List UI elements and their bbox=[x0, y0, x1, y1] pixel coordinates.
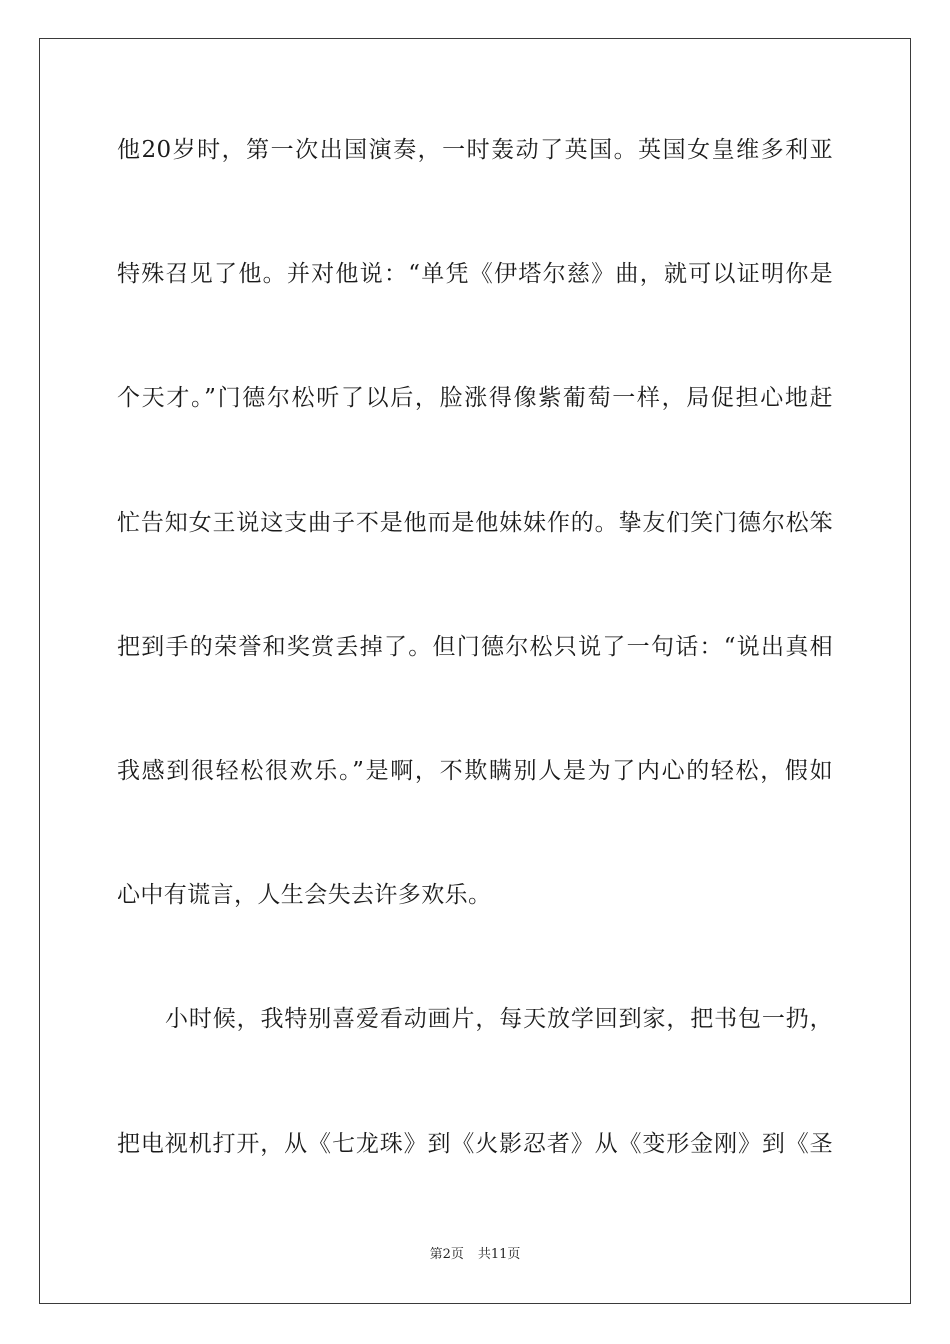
page-footer bbox=[0, 1246, 950, 1264]
paragraph-start-line: 小时候，我特别喜爱看动画片，每天放学回到家，把书包一扔， bbox=[165, 1006, 833, 1032]
body-line-5: 把到手的荣誉和奖赏丢掉了。但门德尔松只说了一句话：“说出真相 bbox=[117, 634, 833, 660]
body-line-7: 心中有谎言，人生会失去许多欢乐。 bbox=[117, 882, 492, 908]
body-line-1: 他20岁时，第一次出国演奏，一时轰动了英国。英国女皇维多利亚 bbox=[117, 137, 833, 163]
body-line-3: 个天才。”门德尔松听了以后，脸涨得像紫葡萄一样，局促担心地赶 bbox=[117, 385, 833, 411]
body-line-2: 特殊召见了他。并对他说：“单凭《伊塔尔慈》曲，就可以证明你是 bbox=[117, 261, 833, 287]
body-line-6: 我感到很轻松很欢乐。”是啊，不欺瞒别人是为了内心的轻松，假如 bbox=[117, 758, 833, 784]
page-border bbox=[39, 38, 911, 1304]
body-line-4: 忙告知女王说这支曲子不是他而是他妹妹作的。挚友们笑门德尔松笨 bbox=[117, 510, 833, 536]
page-number: 第2页 bbox=[429, 1247, 464, 1262]
body-line-9: 把电视机打开，从《七龙珠》到《火影忍者》从《变形金刚》到《圣 bbox=[117, 1131, 833, 1157]
page-total: 共11页 bbox=[477, 1247, 521, 1262]
